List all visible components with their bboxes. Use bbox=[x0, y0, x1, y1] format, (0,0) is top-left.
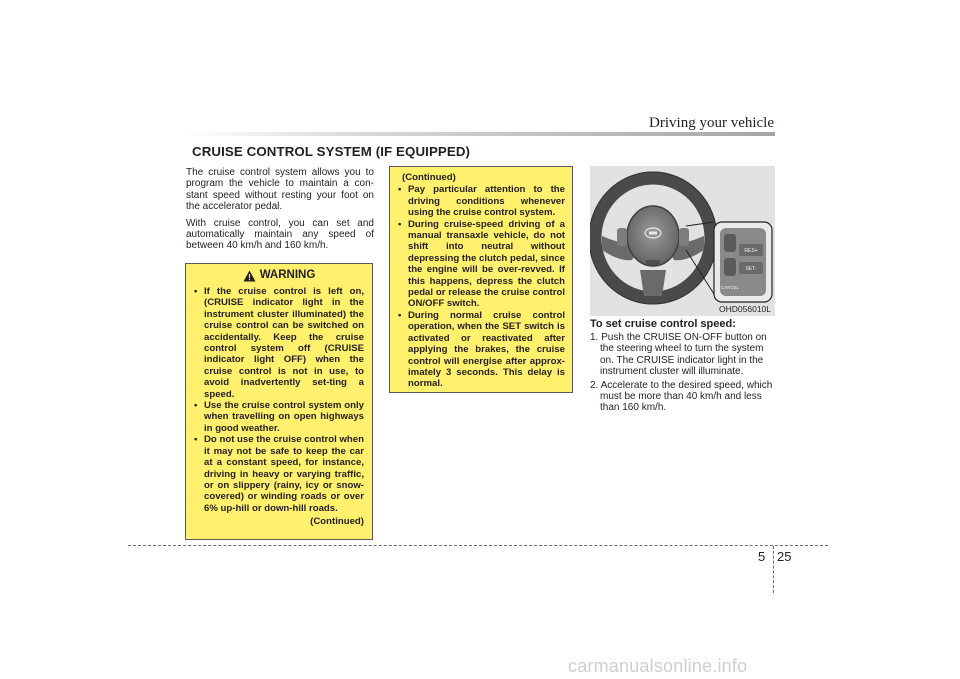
warning-item: • Do not use the cruise control when it may not be safe to keep the car at a constant speed, for instance, driving in heavy or varying traffic, or on slippery (rainy, icy or snow-covered) or winding roads or over 6% up-hill or down-hill roads. bbox=[194, 434, 364, 514]
warning-box bbox=[185, 263, 373, 540]
section-title: CRUISE CONTROL SYSTEM (IF EQUIPPED) bbox=[192, 144, 471, 159]
warning-title: WARNING bbox=[259, 269, 316, 282]
set-speed-steps bbox=[590, 332, 776, 416]
step-item: 1. Push the CRUISE ON-OFF button on the steering wheel to turn the system on. The CRUISE indicator light in the instrument cluster will illuminate. bbox=[590, 332, 767, 378]
steering-wheel-illustration bbox=[590, 166, 775, 316]
warning-item: • If the cruise control is left on, (CRUISE indicator light in the instrument cluster illuminated) the cruise control can be switched on accidentally. Keep the cruise control system off (CRUISE indicator light OFF) when the cruise control is not in use, to avoid inadvertently set-ting a speed. bbox=[194, 286, 364, 400]
continued-label: (Continued) bbox=[310, 516, 364, 528]
continued-item: • During normal cruise control operation, when the SET switch is activated or reactivated after applying the brakes, the cruise control will energise after approx-imately 3 seconds. This delay is normal. bbox=[398, 310, 565, 390]
intro-paragraph: The cruise control system allows you to program the vehicle to maintain a con-stant speed without resting your foot on the accelerator pedal. bbox=[186, 167, 374, 213]
header-rule bbox=[185, 132, 775, 136]
warning-header bbox=[194, 270, 364, 282]
continued-head: (Continued) bbox=[402, 172, 456, 183]
res-button-label: RES+ bbox=[744, 248, 758, 254]
page-section: 5 bbox=[758, 549, 766, 564]
warning-list bbox=[194, 286, 364, 514]
page-divider bbox=[773, 546, 774, 593]
intro-paragraph: With cruise control, you can set and automatically maintain any speed of between 40 km/h and 160 km/h. bbox=[186, 217, 374, 252]
step-item: 2. Accelerate to the desired speed, which must be more than 40 km/h and less than 160 km/h. bbox=[590, 379, 773, 414]
running-header: Driving your vehicle bbox=[649, 115, 774, 131]
steering-wheel-figure bbox=[590, 166, 775, 316]
warning-item: • Use the cruise control system only when travelling on open highways in good weather. bbox=[194, 400, 364, 434]
footer-rule bbox=[128, 545, 828, 546]
continued-warning-box bbox=[389, 166, 573, 393]
set-speed-heading: To set cruise control speed: bbox=[590, 318, 736, 330]
cancel-button-label: CANCEL bbox=[720, 285, 740, 290]
watermark: carmanualsonline.info bbox=[568, 656, 748, 676]
figure-code: OHD056010L bbox=[719, 304, 771, 314]
continued-item: • During cruise-speed driving of a manual transaxle vehicle, do not shift into neutral without depressing the clutch pedal, since the engine will be over-revved. If this happens, depress the clutch pedal or release the cruise control ON/OFF switch. bbox=[398, 219, 565, 310]
set-button-label: SET- bbox=[745, 266, 757, 272]
page-number: 25 bbox=[777, 549, 792, 564]
intro-text bbox=[186, 167, 374, 257]
continued-item: • Pay particular attention to the driving conditions whenever using the cruise control system. bbox=[398, 184, 565, 218]
continued-list bbox=[398, 184, 565, 389]
warning-triangle-icon bbox=[243, 270, 256, 282]
